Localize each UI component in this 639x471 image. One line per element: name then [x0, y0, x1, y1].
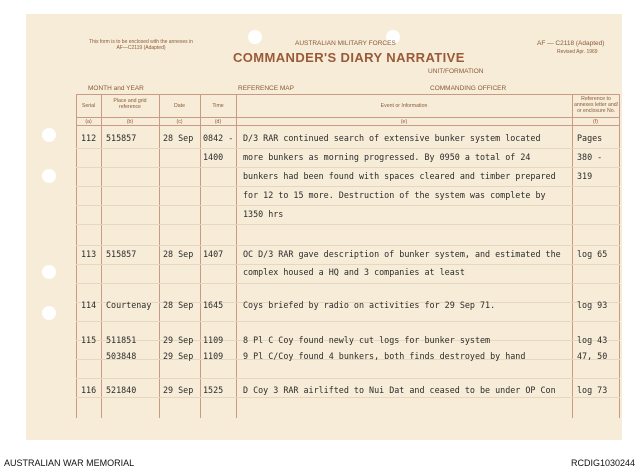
serial-cell: 112: [81, 133, 97, 143]
punch-hole: [42, 306, 56, 320]
event-cell: Coys briefed by radio on activities for 29 Sep 71.: [243, 300, 496, 310]
col-header-place: Place and grid reference: [113, 98, 147, 110]
col-header-date: Date: [174, 103, 185, 109]
place-cell: 515857: [106, 249, 137, 259]
place-cell: 515857: [106, 133, 137, 143]
col-code: (c): [176, 119, 183, 125]
reference-cell: log 65: [577, 249, 608, 259]
event-cell: OC D/3 RAR gave description of bunker system, and estimated the: [243, 249, 561, 259]
col-header-event: Event or Information: [380, 103, 428, 109]
column-divider: [236, 94, 237, 418]
place-cell: 503848: [106, 351, 137, 361]
place-cell: Courtenay: [106, 300, 152, 310]
time-cell: 1109: [203, 351, 224, 361]
reference-cell: log 93: [577, 300, 608, 310]
code-divider: [76, 125, 620, 126]
form-revised: Revised Apr. 1969: [557, 49, 598, 55]
col-header-reference: Reference to annexes letter and/ or enclosure No.: [573, 96, 619, 114]
ruled-line: [76, 245, 620, 246]
date-cell: 28 Sep: [163, 133, 194, 143]
event-cell: for 12 to 15 more. Destruction of the system was complete by: [243, 190, 546, 200]
time-cell: 1407: [203, 249, 224, 259]
event-cell: 9 Pl C/Coy found 4 bunkers, both finds destroyed by hand: [243, 351, 526, 361]
date-cell: 29 Sep: [163, 385, 194, 395]
col-code: (d): [214, 119, 222, 125]
col-code: (a): [85, 119, 92, 125]
ruled-line: [76, 378, 620, 379]
punch-hole: [248, 30, 262, 44]
table-top-border: [76, 94, 620, 95]
form-title: COMMANDER'S DIARY NARRATIVE: [233, 50, 465, 65]
ruled-line: [76, 205, 620, 206]
column-divider: [619, 94, 620, 418]
place-cell: 511851: [106, 335, 137, 345]
month-year-label: MONTH and YEAR: [88, 85, 144, 92]
reference-cell: log 73: [577, 385, 608, 395]
archive-id: RCDIG1030244: [570, 458, 635, 468]
serial-cell: 116: [81, 385, 97, 395]
event-cell: more bunkers as morning progressed. By 0950 a total of 24: [243, 152, 531, 162]
reference-cell: Pages: [577, 133, 603, 143]
event-cell: bunkers had been found with spaces cleared and timber prepared: [243, 171, 556, 181]
header-divider: [76, 117, 620, 118]
punch-hole: [42, 128, 56, 142]
time-cell: 0842 -: [203, 133, 234, 143]
ruled-line: [76, 186, 620, 187]
ruled-line: [76, 264, 620, 265]
ruled-line: [76, 321, 620, 322]
punch-hole: [42, 265, 56, 279]
column-divider: [159, 94, 160, 418]
col-code: (b): [126, 119, 134, 125]
column-divider: [200, 94, 201, 418]
unit-formation-label: UNIT/FORMATION: [428, 68, 484, 75]
form-note: This form is to be enclosed with the annexes in AF—C2119 (Adapted): [89, 39, 193, 51]
serial-cell: 115: [81, 335, 97, 345]
serial-cell: 113: [81, 249, 97, 259]
punch-hole: [42, 169, 56, 183]
serial-cell: 114: [81, 300, 97, 310]
time-cell: 1109: [203, 335, 224, 345]
column-divider: [101, 94, 102, 418]
reference-cell: 47, 50: [577, 351, 608, 361]
col-code: (f): [593, 119, 598, 125]
reference-cell: 319: [577, 171, 593, 181]
time-cell: 1525: [203, 385, 224, 395]
column-divider: [572, 94, 573, 418]
col-code: (e): [400, 119, 408, 125]
event-cell: 1350 hrs: [243, 209, 284, 219]
date-cell: 28 Sep: [163, 249, 194, 259]
event-cell: D Coy 3 RAR airlifted to Nui Dat and ceased to be under OP Con: [243, 385, 556, 395]
col-header-time: Time: [212, 103, 224, 109]
reference-map-label: REFERENCE MAP: [238, 85, 294, 92]
column-divider: [76, 94, 77, 418]
place-cell: 521840: [106, 385, 137, 395]
time-cell: 1645: [203, 300, 224, 310]
date-cell: 29 Sep: [163, 351, 194, 361]
date-cell: 29 Sep: [163, 335, 194, 345]
authority-heading: AUSTRALIAN MILITARY FORCES: [295, 40, 396, 47]
ruled-line: [76, 148, 620, 149]
col-header-serial: Serial: [81, 103, 96, 109]
time-cell: 1400: [203, 152, 224, 162]
event-cell: D/3 RAR continued search of extensive bunker system located: [243, 133, 541, 143]
event-cell: 8 Pl C Coy found newly cut logs for bunker system: [243, 335, 491, 345]
archive-credit: AUSTRALIAN WAR MEMORIAL: [4, 458, 135, 468]
form-number: AF — C2118 (Adapted): [537, 40, 605, 47]
event-cell: complex housed a HQ and 3 companies at least: [243, 267, 465, 277]
ruled-line: [76, 283, 620, 284]
reference-cell: log 43: [577, 335, 608, 345]
ruled-line: [76, 397, 620, 398]
commanding-officer-label: COMMANDING OFFICER: [430, 85, 507, 92]
reference-cell: 380 -: [577, 152, 603, 162]
diary-sheet: [26, 14, 622, 440]
ruled-line: [76, 224, 620, 225]
date-cell: 28 Sep: [163, 300, 194, 310]
ruled-line: [76, 167, 620, 168]
